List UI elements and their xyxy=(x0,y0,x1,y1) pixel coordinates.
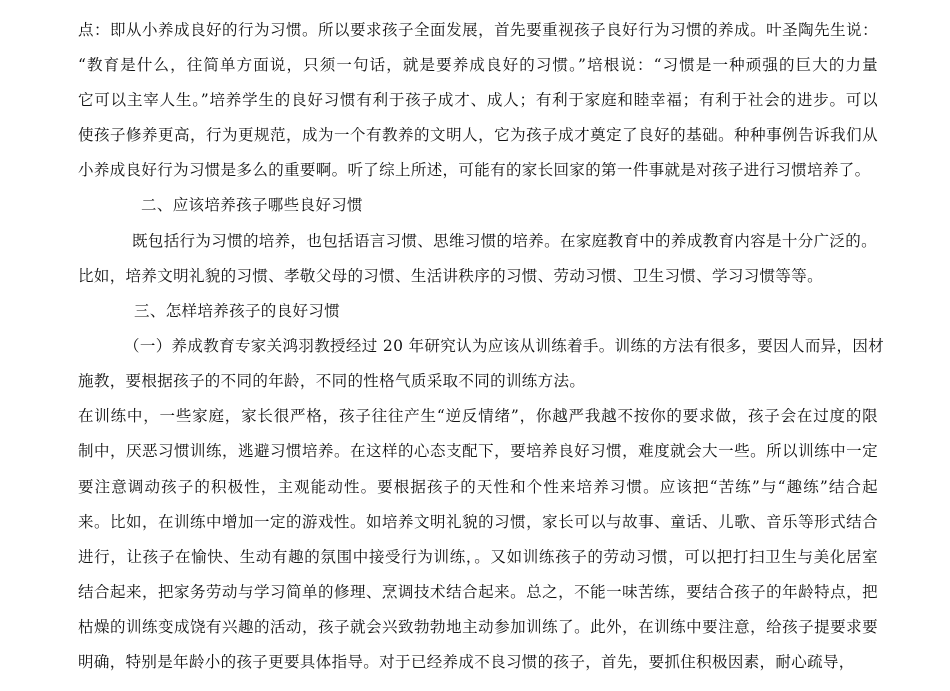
paragraph-line: 点：即从小养成良好的行为习惯。所以要求孩子全面发展，首先要重视孩子良好行为习惯的养成。叶圣陶先生说： xyxy=(78,21,878,39)
paragraph-line: 小养成良好行为习惯是多么的重要啊。听了综上所述，可能有的家长回家的第一件事就是对孩子进行习惯培养了。 xyxy=(78,161,871,179)
paragraph-line: “教育是什么，往简单方面说，只须一句话，就是要养成良好的习惯。”培根说：“习惯是一种顽强的巨大的力量 xyxy=(78,56,878,74)
section-heading-3: 三、怎样培养孩子的良好习惯 xyxy=(134,302,341,320)
paragraph-line: 制中，厌恶习惯训练，逃避习惯培养。在这样的心态支配下，要培养良好习惯，难度就会大一些。所以训练中一定 xyxy=(78,442,878,460)
paragraph-line: 要注意调动孩子的积极性，主观能动性。要根据孩子的天性和个性来培养习惯。应该把“苦练”与“趣练”结合起 xyxy=(78,478,878,496)
section-heading-2: 二、应该培养孩子哪些良好习惯 xyxy=(141,196,363,214)
paragraph-line: 枯燥的训练变成饶有兴趣的活动，孩子就会兴致勃勃地主动参加训练了。此外，在训练中要注意，给孩子提要求要 xyxy=(78,618,878,636)
paragraph-line: 施教，要根据孩子的不同的年龄，不同的性格气质采取不同的训练方法。 xyxy=(78,372,586,390)
paragraph-line: 进行，让孩子在愉快、生动有趣的氛围中接受行为训练，。又如训练孩子的劳动习惯，可以把打扫卫生与美化居室 xyxy=(78,548,878,566)
paragraph-line: 既包括行为习惯的培养，也包括语言习惯、思维习惯的培养。在家庭教育中的养成教育内容是十分广泛的。 xyxy=(132,232,877,250)
paragraph-line: 在训练中，一些家庭，家长很严格，孩子往往产生“逆反情绪”，你越严我越不按你的要求做，孩子会在过度的限 xyxy=(78,407,878,425)
paragraph-line: 比如，培养文明礼貌的习惯、孝敬父母的习惯、生活讲秩序的习惯、劳动习惯、卫生习惯、学习习惯等等。 xyxy=(78,267,823,285)
paragraph-line: （一）养成教育专家关鸿羽教授经过 20 年研究认为应该从训练着手。训练的方法有很多，要因人而异，因材 xyxy=(124,337,885,355)
paragraph-line: 明确，特别是年龄小的孩子更要具体指导。对于已经养成不良习惯的孩子，首先，要抓住积极因素，耐心疏导， xyxy=(78,653,855,671)
paragraph-line: 它可以主宰人生。”培养学生的良好习惯有利于孩子成才、成人；有利于家庭和睦幸福；有利于社会的进步。可以 xyxy=(78,91,878,109)
paragraph-line: 结合起来，把家务劳动与学习简单的修理、烹调技术结合起来。总之，不能一味苦练，要结合孩子的年龄特点，把 xyxy=(78,583,878,601)
paragraph-line: 来。比如，在训练中增加一定的游戏性。如培养文明礼貌的习惯，家长可以与故事、童话、儿歌、音乐等形式结合 xyxy=(78,513,878,531)
paragraph-line: 使孩子修养更高，行为更规范，成为一个有教养的文明人，它为孩子成才奠定了良好的基础。种种事例告诉我们从 xyxy=(78,126,878,144)
